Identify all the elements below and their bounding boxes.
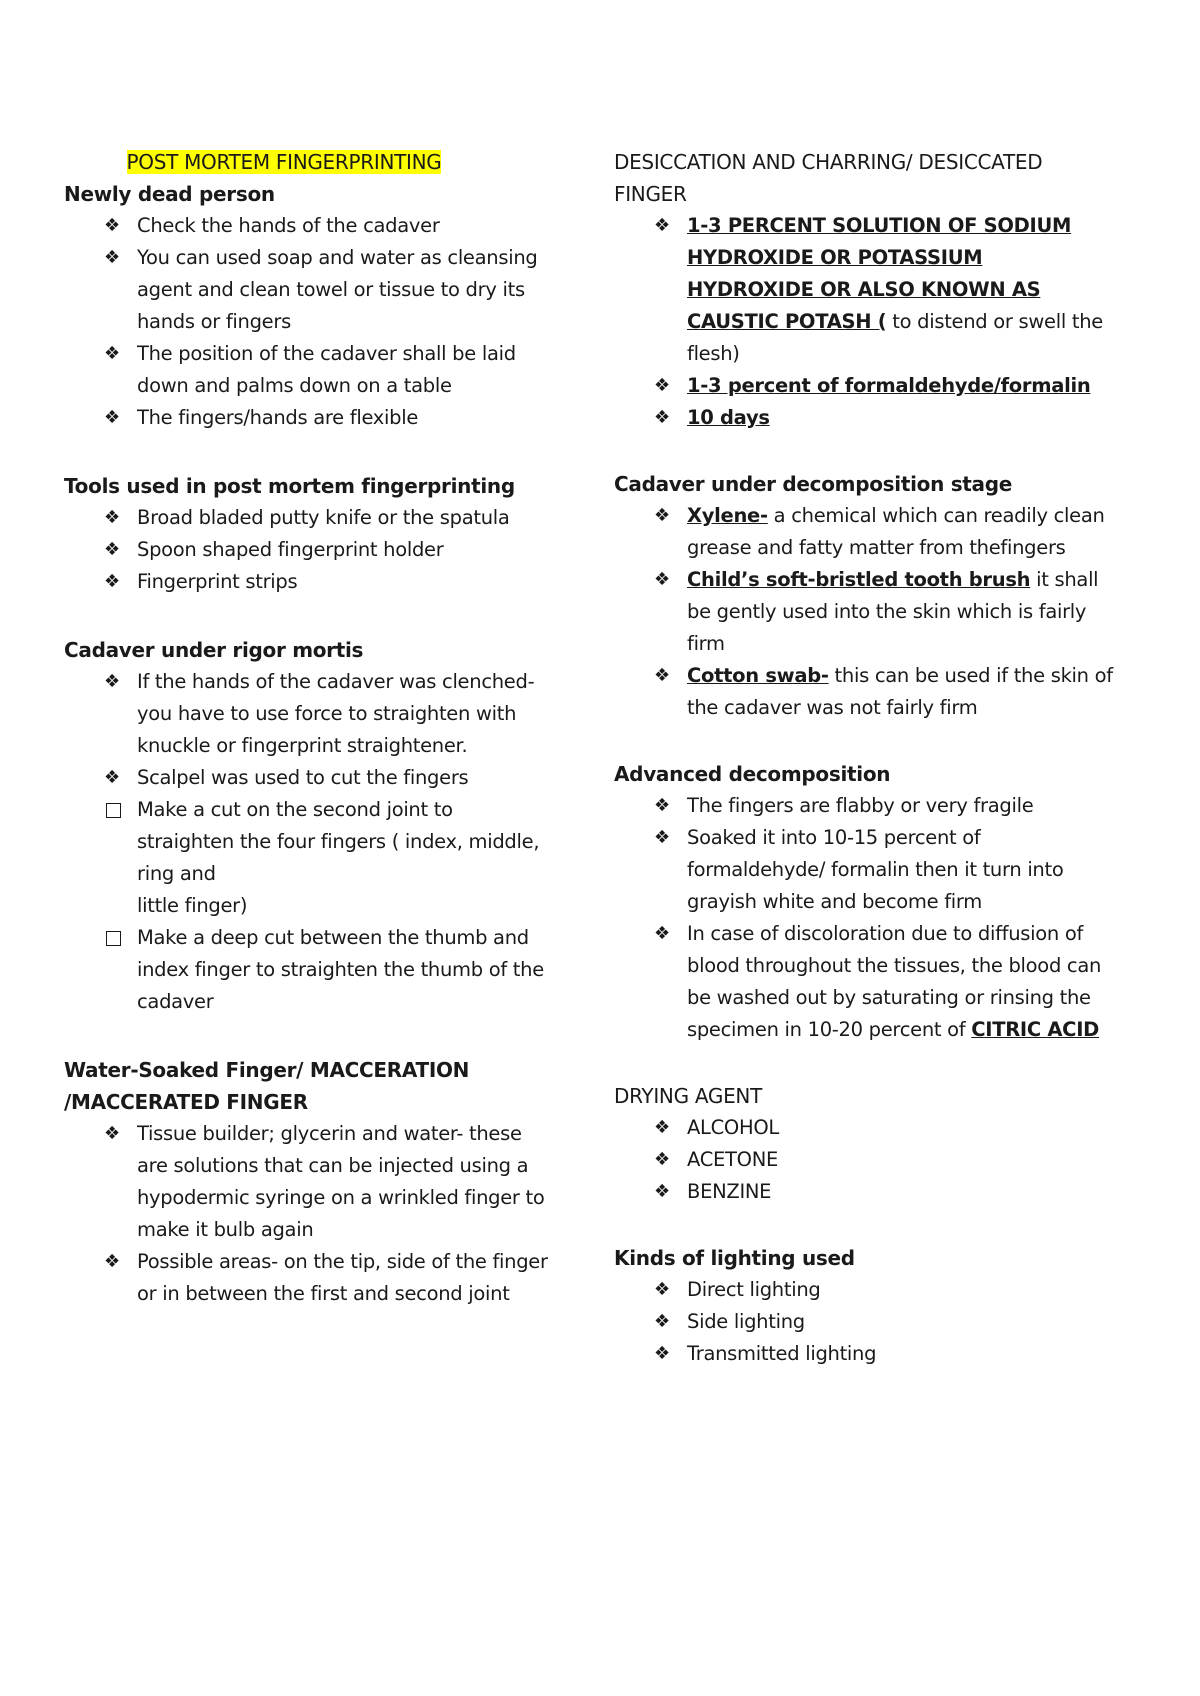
left-column <box>64 146 554 1310</box>
diamond-bullet-icon: ❖ <box>104 571 120 592</box>
list-item <box>614 660 1114 724</box>
diamond-bullet-icon: ❖ <box>654 665 670 686</box>
diamond-bullet-icon: ❖ <box>104 247 120 268</box>
list-item <box>64 534 554 566</box>
spacer <box>614 724 1114 758</box>
list-item <box>614 564 1114 660</box>
diamond-bullet-icon: ❖ <box>654 1279 670 1300</box>
underlined-term: Child’s soft-bristled tooth brush <box>687 568 1031 591</box>
list-drying-agent <box>614 1112 1114 1208</box>
spacer <box>64 1018 554 1054</box>
checkbox-bullet-icon <box>106 803 121 818</box>
list-item <box>614 918 1114 1046</box>
list-item <box>614 1274 1114 1306</box>
diamond-bullet-icon: ❖ <box>654 375 670 396</box>
spacer <box>614 434 1114 468</box>
underlined-term: 1-3 percent of formaldehyde/formalin <box>687 374 1091 397</box>
list-decomposition <box>614 500 1114 724</box>
spacer <box>614 1208 1114 1242</box>
list-item <box>64 762 554 794</box>
list-item <box>64 502 554 534</box>
heading-decomposition-stage: Cadaver under decomposition stage <box>614 472 1013 496</box>
list-item <box>64 794 554 922</box>
heading-rigor-mortis: Cadaver under rigor mortis <box>64 638 364 662</box>
spacer <box>614 1046 1114 1080</box>
heading-advanced-decomposition: Advanced decomposition <box>614 762 891 786</box>
item-text: Tissue builder; glycerin and water- these are solutions that can be injected using a hypodermic syringe on a wrinkled finger to make it bulb again <box>137 1122 545 1241</box>
item-text: BENZINE <box>687 1180 772 1203</box>
item-text: In case of discoloration due to diffusion of blood throughout the tissues, the blood can be washed out by saturating or rinsing the specimen in 10-20 percent of <box>687 922 1102 1041</box>
diamond-bullet-icon: ❖ <box>104 767 120 788</box>
heading-newly-dead-person: Newly dead person <box>64 182 275 206</box>
list-item <box>614 210 1114 370</box>
diamond-bullet-icon: ❖ <box>654 505 670 526</box>
list-item <box>64 566 554 598</box>
list-item <box>64 1246 554 1310</box>
underlined-term: 10 days <box>687 406 770 429</box>
list-rigor-mortis <box>64 666 554 1018</box>
item-text: this can be used if the skin of the cadaver was not fairly firm <box>687 664 1113 719</box>
heading-desiccation: DESICCATION AND CHARRING/ DESICCATED FINGER <box>614 150 1043 206</box>
diamond-bullet-icon: ❖ <box>104 1251 120 1272</box>
item-text: ALCOHOL <box>687 1116 779 1139</box>
item-text: Fingerprint strips <box>137 570 298 593</box>
item-text: a chemical which can readily clean grease and fatty matter from thefingers <box>687 504 1105 559</box>
item-text: Side lighting <box>687 1310 805 1333</box>
list-item <box>64 338 554 402</box>
list-item <box>64 666 554 762</box>
highlighted-title: POST MORTEM FINGERPRINTING <box>126 150 442 174</box>
underlined-term: 1-3 PERCENT SOLUTION OF SODIUM HYDROXIDE OR POTASSIUM HYDROXIDE OR ALSO KNOWN AS CAUSTIC POTASH ( <box>687 214 1072 333</box>
diamond-bullet-icon: ❖ <box>654 1117 670 1138</box>
list-item <box>614 1144 1114 1176</box>
list-item <box>614 500 1114 564</box>
item-text: The position of the cadaver shall be laid down and palms down on a table <box>137 342 516 397</box>
item-text: ACETONE <box>687 1148 779 1171</box>
list-item <box>64 1118 554 1246</box>
item-text: Scalpel was used to cut the fingers <box>137 766 469 789</box>
heading-tools: Tools used in post mortem fingerprinting <box>64 474 515 498</box>
item-text-continued: little finger) <box>137 894 248 917</box>
diamond-bullet-icon: ❖ <box>654 1181 670 1202</box>
item-text: You can used soap and water as cleansing agent and clean towel or tissue to dry its hands or fingers <box>137 246 538 333</box>
item-text: If the hands of the cadaver was clenched- you have to use force to straighten with knuckle or fingerprint straightener. <box>137 670 535 757</box>
diamond-bullet-icon: ❖ <box>654 1149 670 1170</box>
diamond-bullet-icon: ❖ <box>104 215 120 236</box>
list-item <box>614 370 1114 402</box>
diamond-bullet-icon: ❖ <box>104 407 120 428</box>
diamond-bullet-icon: ❖ <box>104 343 120 364</box>
diamond-bullet-icon: ❖ <box>104 507 120 528</box>
item-text: Possible areas- on the tip, side of the finger or in between the first and second joint <box>137 1250 548 1305</box>
diamond-bullet-icon: ❖ <box>654 407 670 428</box>
list-item <box>614 402 1114 434</box>
underlined-term: Cotton swab- <box>687 664 829 687</box>
checkbox-bullet-icon <box>106 931 121 946</box>
heading-drying-agent: DRYING AGENT <box>614 1084 762 1108</box>
item-text: Spoon shaped fingerprint holder <box>137 538 444 561</box>
heading-water-soaked: Water-Soaked Finger/ MACCERATION /MACCERATED FINGER <box>64 1058 470 1114</box>
diamond-bullet-icon: ❖ <box>104 671 120 692</box>
item-text: it shall be gently used into the skin which is fairly firm <box>687 568 1099 655</box>
underlined-term: CITRIC ACID <box>971 1018 1100 1041</box>
item-text: Transmitted lighting <box>687 1342 877 1365</box>
item-text: Make a cut on the second joint to straighten the four fingers ( index, middle, ring and <box>137 798 540 885</box>
spacer <box>64 434 554 470</box>
list-item <box>614 1112 1114 1144</box>
item-text: to distend or swell the flesh) <box>687 310 1103 365</box>
diamond-bullet-icon: ❖ <box>104 539 120 560</box>
diamond-bullet-icon: ❖ <box>654 215 670 236</box>
item-text: The fingers are flabby or very fragile <box>687 794 1034 817</box>
list-water-soaked <box>64 1118 554 1310</box>
list-advanced-decomposition <box>614 790 1114 1046</box>
underlined-term: Xylene- <box>687 504 768 527</box>
list-item <box>64 210 554 242</box>
list-newly-dead <box>64 210 554 434</box>
list-item <box>64 242 554 338</box>
document-title <box>64 146 504 178</box>
item-text: Make a deep cut between the thumb and index finger to straighten the thumb of the cadaver <box>137 926 544 1013</box>
diamond-bullet-icon: ❖ <box>654 795 670 816</box>
diamond-bullet-icon: ❖ <box>654 1311 670 1332</box>
item-text: Broad bladed putty knife or the spatula <box>137 506 510 529</box>
list-item <box>614 822 1114 918</box>
list-desiccation <box>614 210 1114 434</box>
item-text: Soaked it into 10-15 percent of formaldehyde/ formalin then it turn into grayish white and become firm <box>687 826 1064 913</box>
list-lighting <box>614 1274 1114 1370</box>
list-item <box>614 790 1114 822</box>
diamond-bullet-icon: ❖ <box>654 569 670 590</box>
list-item <box>614 1306 1114 1338</box>
list-item <box>64 922 554 1018</box>
spacer <box>64 598 554 634</box>
item-text: Direct lighting <box>687 1278 821 1301</box>
diamond-bullet-icon: ❖ <box>104 1123 120 1144</box>
list-item <box>64 402 554 434</box>
diamond-bullet-icon: ❖ <box>654 827 670 848</box>
diamond-bullet-icon: ❖ <box>654 923 670 944</box>
heading-lighting: Kinds of lighting used <box>614 1246 855 1270</box>
list-tools <box>64 502 554 598</box>
diamond-bullet-icon: ❖ <box>654 1343 670 1364</box>
list-item <box>614 1176 1114 1208</box>
right-column <box>614 146 1114 1370</box>
item-text: Check the hands of the cadaver <box>137 214 440 237</box>
item-text: The fingers/hands are flexible <box>137 406 419 429</box>
list-item <box>614 1338 1114 1370</box>
